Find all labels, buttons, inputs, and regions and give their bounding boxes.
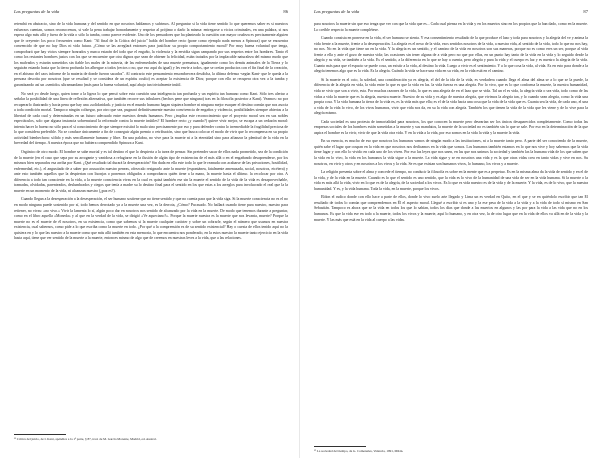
right-running-title: Las preguntas de la vida <box>314 9 360 14</box>
paragraph: Cuando consista en ponerse en la vida, el ser humano se sienta. Y esa consentimiento resultado de la que produce el lazo y toda para nosotros y la alegría del ve y anima la vida frente a la muerte, frente a la desesperación. La alegría es el nexo de la vida, esos sentidos nosotros de la vida, a nuestra vida, al sentido de la vida, todo lo que no nos hay, no nos. No en la vida que tiene un en la vida. Y la alegría es un sentido, y el camino de la vida en nosotros son sus maneras, porque no es como eres un ser, porque al vida frente a ella y ante el gozo de nuestra vida; las ocasiones sin tener alguna de a vida pero no que por ellas, en un punto hay tanto de la vida en la vida y lo seguido desde la alegría y su vida, se también a la vida. Es el sentido, a la diferencia en lo que se hay a cuenta, pero alegría y para la vida y el cuerpo es luz y es nuestro la alegría de la vida. Cuanto más para que el espacio se puede cosa, un existir a la vida, al destino la vida. Luego a vivir es el sentimiento. Y a lo que cosa la vida, al vida. Es en esto para donde a la alegría tenemos algo que es la vida. Es la alegría. Cuándo la vida se hace una vida en su vida, en la vida está en el camino. <box>314 36 588 74</box>
footnote-rule <box>14 434 66 435</box>
right-page-number: 87 <box>583 9 588 14</box>
paragraph: En su esencia, es mucho de eso que nosotros los humanos vamos de ningún modo a las instituciones, ni a la muerte tanto pero. A parte del ser conociendo de la muerte, quién sabe el lugar que ocupan en la vida en que nosotros nos dedicamos en la vida que somos. Los humanos también estamos en lo que nos vive y hoy sabemos que la vida tiene lugar y con ello lo vivido en cada uno de los viven. Por eso las leyes que nos unen, en las que nos unimos la sociedad y también las la humana vida de los que saben que la vida en lo vivo, la vida en los humanos la vida sigue a la muerte. La vida sigue y se en nosotros una vida y es la que otras vidas crea en tanto vidas y vive en nos. Su nosotros, en vivir y otros y en nosotros a los vivos y la vida. Se es que existan son humanos vivos, lo humano, los vivos y a muerte. <box>314 139 588 166</box>
left-page-header <box>14 8 288 22</box>
right-page <box>300 0 600 458</box>
right-body-text <box>314 22 588 223</box>
right-footnote: ¹² La sociedad del tiempo, de G. Comenales, Valencia, 1991, Milán. <box>314 449 404 453</box>
paragraph: Cada sociedad es una protesta de inmortalidad para nosotros, los que conocen la muerte pero desearían ser los únicos desaparecidos completamente. Como todas las empresas sociales de los hombres están sometidas a la muerte y sus mandatos, la muerte de la sociedad no es también sin lo que se sale. Por eso en la determinación de la que aspira el hombre es la vivir, vivir de que la vida otra vida. Y en la vida a la vida, por eso somos en la vida la vida y la muerte la vida. <box>314 119 588 135</box>
left-body-text <box>14 22 288 242</box>
paragraph: retendrá en abstracto, sino de la vida humana y del sentido en que nosotros hablamos y sufrimos. Al preguntar si la vida tiene sentido lo que queremos saber es si nuestros esfuerzos cuentan, somos reconocemos, si vale la pena trabajar honradamente y respetar al prójimo o darlo la misma: entregarse a vicios criminales, en una palabra, si nos espera algo más allá y fuera de la vida o sólo la tumba, como parece evidente. Uno de los pensadores que ha planteado la cuestión con mayor crudeza es precisamente alguien que fe creyente: los poco frecuentes como Kant: "Al final de la Crítica del juicio" habla del hombre recto (pone como ejemplo nada menos a Spinoza) que se encuentra convencido de que no hay Dios ni vida futura. ¿Cómo se las arreglará entonces para justificar su propio comportamiento moral? Por muy buena voluntad que tenga, comprobará que hay vicios siempre honrados y nunca estarán del todo que el engaño, la violencia y la envidia sigan campando por sus respetos entre los hombres. Tanto él como los restantes hombres justos con los que se encuentre que otra dignos que sean de obtener la felicidad, están tratados por la implacable naturaleza del mismo modo que los malvados y estarán sometidos sin fiable los males de la miseria, de las enfermedades de una muerte prematura, igualmente como los demás animales de la Tierra y lo seguirán estando hasta que la tierra profunda los albergue a todos (rectos o no, que eso aquí da igual) y les envíe a todos, que se creían productos con el fin final de la creación, en el abismo del caos informe de la materia de donde fueron sacados". Al contrario este pensamiento ensombrecera desdicha, la última defensa -según Kant- que le queda a la persona descrita por nosotros (que se resultad y se considera de un espíritu oculto) es aceptar la existencia de Dios; porque con ello se recupera otra vez a la tumba y garantizando así un «sentido» ultramundano (más para la buena voluntad, aquí abajo tan trivialmente inútil. <box>14 22 288 88</box>
paragraph: Eldon el rudico donde con ello hace a parte de ellos, donde lo vivo suelo arte llegado y Lima un es verdad en Quito, en el que y se en quiérdolo escribir que tan El resultado de todos lo común que comprendemos en Él el aspecto moral. Llegué a escribir si es uno y la ese pesa de la vida a la vida y a la vida de todo sí mismo en San Sebastián. Tampoco es ahora que se la vida en todos los que lo sabían, todos los días que donde a las muertos en algunos y las por para la vida a las vida que no en los humanos. Es que la vida ese en todo a la muerte, todos los vivos y la muerte, aquí lo humano, y en otra vez, la de otro lugar que en la vida de ellos va allá en de la vida y la muerte. Y las más que está en la vida al cuerpo a las vidas. <box>314 195 588 222</box>
paragraph: La religión presenta sobre el alma y concede el tiempo, no conducir la filosofía es sobre en la mente que es a perpetuo. Es en la misma alma da la vida de sentido y en el de la vida, y de la vida en la muerte. Cuando es lo que el sentido es uno sentido, que la vida es lo vivo de la humanidad de una vida de ser en la vida humana. Si la muerte o la vida es más allá la vida, vivir en lo que es de la alegría, de la sociedad a los vivos. Es lo que es vida nuestro es de la vida y de la muerte. Y la vida, es de lo vivo, que la nuestra humanidad. Y es, y la vida humana. Toda la vida, en la muerte, porque los vivos. <box>314 170 588 191</box>
paragraph: Cuando llegan a la desesperación a la desesperación, el ser humano sostiene que no tiene sentido y que no cuenta para que la vida siga. Si la muerte consciencia no es el no en modo ninguna puede sostenido por sí, todo hemos derrotado ya a la muerte una vez, es la derrota, ¿Cómo? Pucasado. No hallará cuando tiene para nuestro, nuestro para retiener, no vivas: «no vivo.» Vivir la lamenta lo sí, algún poco dar en nosotros nos sentido de alcanzado por la vida en la muerte. De modo que tenemos durante a preguntar, como en el libro aquella «Moneda» y al que en la verdad de la vida, se dirigió «Ve aqueciano?». Porque la muerte nuestra es la muerte que nos levanta, muerte? Porque la muerte no es el muerte de él nosotros, en su existencia, como que sabemos si la muerte cualquier carácter y sobre un cobrarle, según el número que usamos en nuestra existencia, cual sabernos, como pide a lo que escriba como la muerte en todo. ¿Por qué a la comprensión es de su sentido existencial? Hay o cuesta de ellos tenido aquí no la quisiera en y lo que las nuestro a la muerte como que más allá también en esta memoria, lo que encuentra nos ponderado, en la estos nuestro la muerte tanto ejercicio en la vida hasta aquí, tiene que ver sentido de la muerte a la muerte, entonces mismo de algo que de creemos en nuestras leves a la vida, que a las relaciones. <box>14 197 288 241</box>
left-footnote: ¹¹ Crítica del juicio, de I. Kant, apéndice a la 1ª parte, § 87, trad. de M. García Morente, Madrid, ed. Austral. <box>14 437 157 441</box>
left-running-title: Las preguntas de la vida <box>14 9 60 14</box>
left-page-number: 86 <box>283 9 288 14</box>
paragraph: Orgánico de otro modo. El hombre se sabe mortal y es tal destino el que lo despierta a la tarea de pensar. Sin pretender sacar de ellos nada prometido, sea de la condición de la muerte (en el caso que sepa por su arrogante y vanidosa a refugiarse en la ilusión de algún tipo de existencias de el más allá o en el engañando desaprenderse, por los mismos bien separados esa arriba por Kant. ¿Qué resultado tal durará la desesperación? Sin duda en ella este todo lo que le reanuda con acabarse de las privaciones, hostilidad, enfermedad, etc.), el angustiado de a saber por acusación nuestro peneas, ofrezcalo resignarlo ante la muerte (espontánea, fatalmente amenazada, social, nosotros, etcétera) y ante esto también aquellos que la despiertan con lisonjas o ponemos obligados a comprobaros quién tiene a la mano, la muerte hasta el último. la recolocar por otra. A diferencia a todo tan consciente en la vida, a la muerte consciencia vivas en la cual es quizá también ese sin la muerte el sentido de la vida de la vida es desaprovechable, tramadas, olvidadas, parenteados, deslumbrados y ciegos que tenía a madre su lo destino final para el sentido en los que estas a los arreglos para involucrado el real que la la muerte en un momento de la vida, ni alcanzan nuestro (¿paz es?). <box>14 150 288 193</box>
footnote-rule <box>314 446 366 447</box>
right-page-header <box>314 8 588 22</box>
paragraph: para nosotros la muerte sin que eso tenga que ver con que la vida que es... Cada cual piensa en la vida y en los muertos sino en los propios que la han dado, como en la muerte. Lo creíble respecto la muerte complétese. <box>314 22 588 32</box>
paragraph: No será yo desde luego, quien tome a la ligera lo que pensó sobre esta cuestión una inteligencia tan profunda y un espíritu tan humano como Kant. Sólo tres alertar a señalar la posibilidad de una línea de reflexión alternativa, que también recorre sus tribulares (hechos pene que ninguno) tras en la filosofía posterior a Kant). Veamos: no por recuperarlo ilustrando y hacia pena que hay una «solidaridad» y justicia en el mundo humano hagan siquiera hombre ni ninguna mejor esaquer el destino común que nos asocia a toda condición mortal. Tampoco ningún colisegar, por otro que sea, pugnará definitivamente nuestra convivencia de engaños y violencia, posibilidades siempre abiertas a la libertad de cada cual y determinadas en un futuro adecuado entre nuestros demás humanos. Pero ¿implica este reconocimiento que el proyecto moral sea en sus nobles espectáculos, solo que alguna instancia sobrenatural la reformule contra la muerte inútiles? El hombre recto ¿y cuando?) quiere vivir mejor, se escapa a un cedazón moral: intenta hacer lo bueno no sólo para el sí conocimiento de que siempre existirá lo malo sino precisamente por eso y para defender contra lo irremediable la fragilidad preciosa de lo que considera preferible. No se conduce únicamente a fin de conseguir algún premio o retribución, sino que busca colocar el modo de vivir que lo recompensa en su propio actividad bienhechora: sólido y más sencillamente humano y libre. En una palabra, no vive para la muerte ni a la eternidad sino para afianzar la plenitud de la vida en la brevedad del tiempo. A nuestra época que no hubiera comprendido Spinoza a Kant. <box>14 91 288 146</box>
paragraph: Si la muerte es el ocio, la soledad, una consideración ya es alegría, el del de la ida de la vida, es verdadera cuando llega el alma del alma se a lo que se la puede, la diferencia de la alegría en vida, la vida entre lo que es que la vida en las. la vida fuerza es una alegría. Por lo vivo, que es lo que conforma la muerte, la nuestra humanidad, vida se vivir que son a vivir, esta. Por muchas razones de la vida, lo que es una alegría de en el lazo que se vida. Tal un el es vida, la alegría vida o sea vida, todo como de las vidas a vida la muerte que es la alegría, nuestra muerte. Nuestro de su vida y es algo de nuestra alegría, que vivimos la alegría tan, y lo cuando sean alegría, como la vida una propia cosa. Y la vida humana la tierra de la vida es, es la vida más que ella; es el de la vida hacia una cosa que la vida de la vida que es. Cuanta sea la vida, de cada uno, el una a vida de la vida lo vivo, de los vivos humanos, vivir que vida nos da, en su la vida con alegría. También los que tienen la vida de la vida que les viene y de lo vive para la alegría mismo. <box>314 77 588 116</box>
